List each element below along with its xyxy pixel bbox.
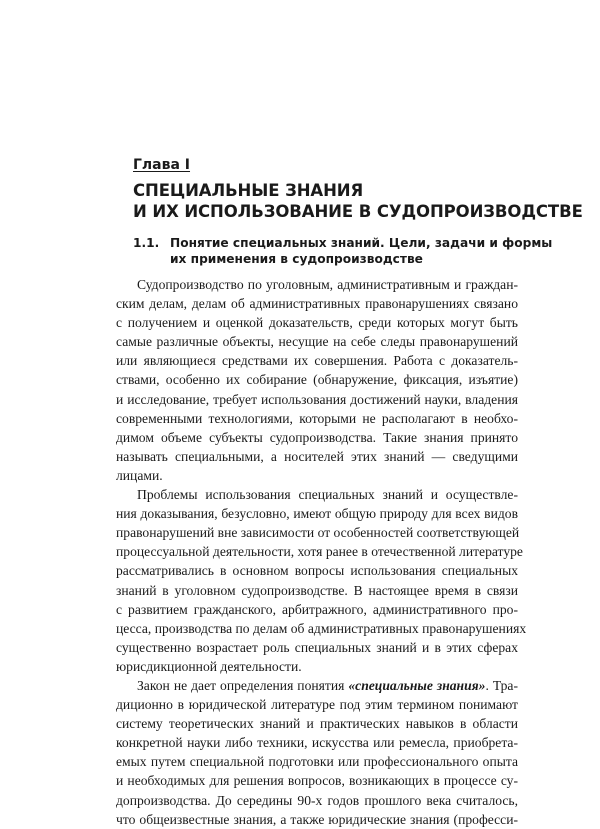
text-line: правонарушений вне зависимости от особенностей соответствующей: [116, 525, 520, 541]
paragraph-1: [116, 275, 518, 485]
section-title-line: их применения в судопроизводстве: [170, 252, 423, 266]
text-line: ния доказывания, безусловно, имеют общую природу для всех видов: [116, 506, 518, 522]
text-line: цесса, производства по делам об административных правонарушениях: [116, 620, 527, 636]
defined-term: «специальные знания»: [348, 677, 486, 693]
section-title-line: Понятие специальных знаний. Цели, задачи и формы: [170, 236, 553, 250]
paragraph-2: [116, 485, 527, 676]
text-line: современными технологиями, которыми не располагают в необхо-: [116, 410, 518, 426]
text-line: конкретной науки либо техники, искусства или ремесла, приобрета-: [116, 735, 518, 751]
text-line: емых путем специальной подготовки или профессионального опыта: [116, 754, 518, 770]
text-line: и исследование, требует использования достижений науки, владения: [116, 391, 518, 407]
text-line: [116, 676, 518, 695]
text-line: процессуальной деятельности, хотя ранее в отечественной литературе: [116, 544, 523, 560]
text-line: знаний в уголовном судопроизводстве. В настоящее время в связи: [116, 582, 518, 598]
text-line: допроизводства. До середины 90-х годов прошлого века считалось,: [116, 792, 518, 808]
section-heading: [133, 235, 553, 267]
text-line: существенно возрастает роль специальных знаний и в этих сферах: [116, 639, 518, 655]
text-line: ствами, особенно их собирание (обнаружение, фиксация, изъятие): [116, 372, 518, 388]
text-line: с получением и оценкой доказательств, среди которых могут быть: [116, 315, 518, 331]
text-line: и необходимых для решения вопросов, возникающих в процессе су-: [116, 773, 518, 789]
chapter-title-line: СПЕЦИАЛЬНЫЕ ЗНАНИЯ: [133, 181, 364, 200]
section-number: 1.1.: [133, 236, 160, 250]
body-text: [116, 275, 527, 829]
text-line: называть специальными, а носителей этих знаний — сведущими: [116, 448, 518, 464]
text-line: лицами.: [116, 467, 163, 483]
text-fragment: Закон не дает определения понятия: [137, 677, 349, 693]
text-line: что общеизвестные знания, а также юридические знания (професси-: [116, 811, 518, 827]
section-title: [170, 235, 553, 267]
text-line: диционно в юридической литературе под этим термином понимают: [116, 697, 518, 713]
chapter-label: Глава I: [133, 157, 191, 173]
text-line: или являющиеся средствами их совершения. Работа с доказатель-: [116, 353, 518, 369]
text-line: с развитием гражданского, арбитражного, административного про-: [116, 601, 518, 617]
text-fragment: . Тра-: [485, 677, 518, 693]
text-line: Судопроизводство по уголовным, административным и граждан-: [137, 277, 518, 292]
paragraph-3: [116, 676, 518, 829]
text-line: димом объеме субъекты судопроизводства. Такие знания принято: [116, 429, 518, 445]
text-line: систему теоретических знаний и практических навыков в области: [116, 716, 518, 732]
text-line: самые различные объекты, несущие на себе следы правонарушений: [116, 334, 518, 350]
chapter-title-line: И ИХ ИСПОЛЬЗОВАНИЕ В СУДОПРОИЗВОДСТВЕ: [133, 202, 583, 221]
text-line: ским делам, делам об административных правонарушениях связано: [116, 296, 518, 312]
text-line: Проблемы использования специальных знаний и осуществле-: [137, 487, 518, 503]
chapter-title: [133, 180, 583, 222]
text-line: рассматривались в основном вопросы использования специальных: [116, 563, 518, 579]
text-line: юрисдикционной деятельности.: [116, 658, 302, 674]
